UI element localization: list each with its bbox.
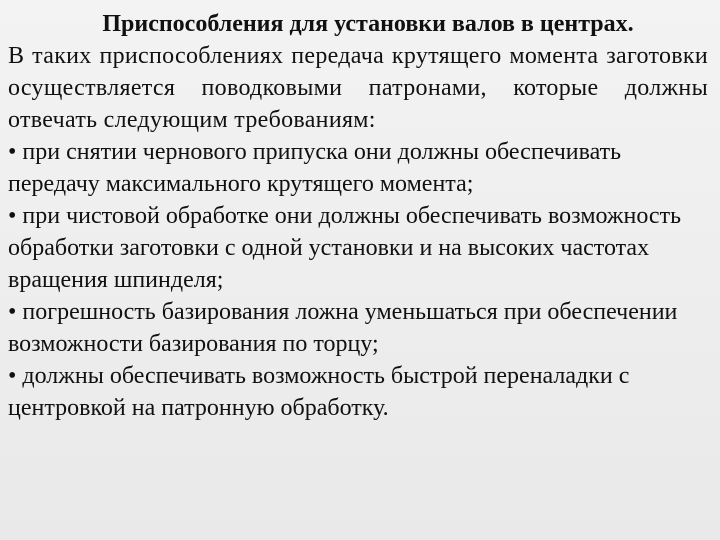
bullet-item-3 [8,296,708,360]
bullet-text: должны обеспечивать возможность быстрой переналадки с центровкой на патронную обработку. [8,363,630,421]
bullet-marker: • [8,203,23,229]
bullet-item-2 [8,200,708,296]
slide-title: Приспособления для установки валов в центрах. [102,11,634,37]
bullet-marker: • [8,299,23,325]
slide-content [8,8,708,424]
bullet-marker: • [8,139,23,165]
bullet-text: при чистовой обработке они должны обеспечивать возможность обработки заготовки с одной установки и на высоких частотах вращения шпинделя; [8,203,682,293]
bullet-marker: • [8,363,23,389]
bullet-text: при снятии чернового припуска они должны обеспечивать передачу максимального крутящего момента; [8,139,622,197]
bullet-item-4 [8,360,708,424]
intro-paragraph: В таких приспособлениях передача крутящего момента заготовки осуществляется поводковыми патронами, которые должны отвечать следующим требованиям: [8,43,708,133]
bullet-item-1 [8,136,708,200]
bullet-text: погрешность базирования ложна уменьшаться при обеспечении возможности базирования по торцу; [8,299,678,357]
